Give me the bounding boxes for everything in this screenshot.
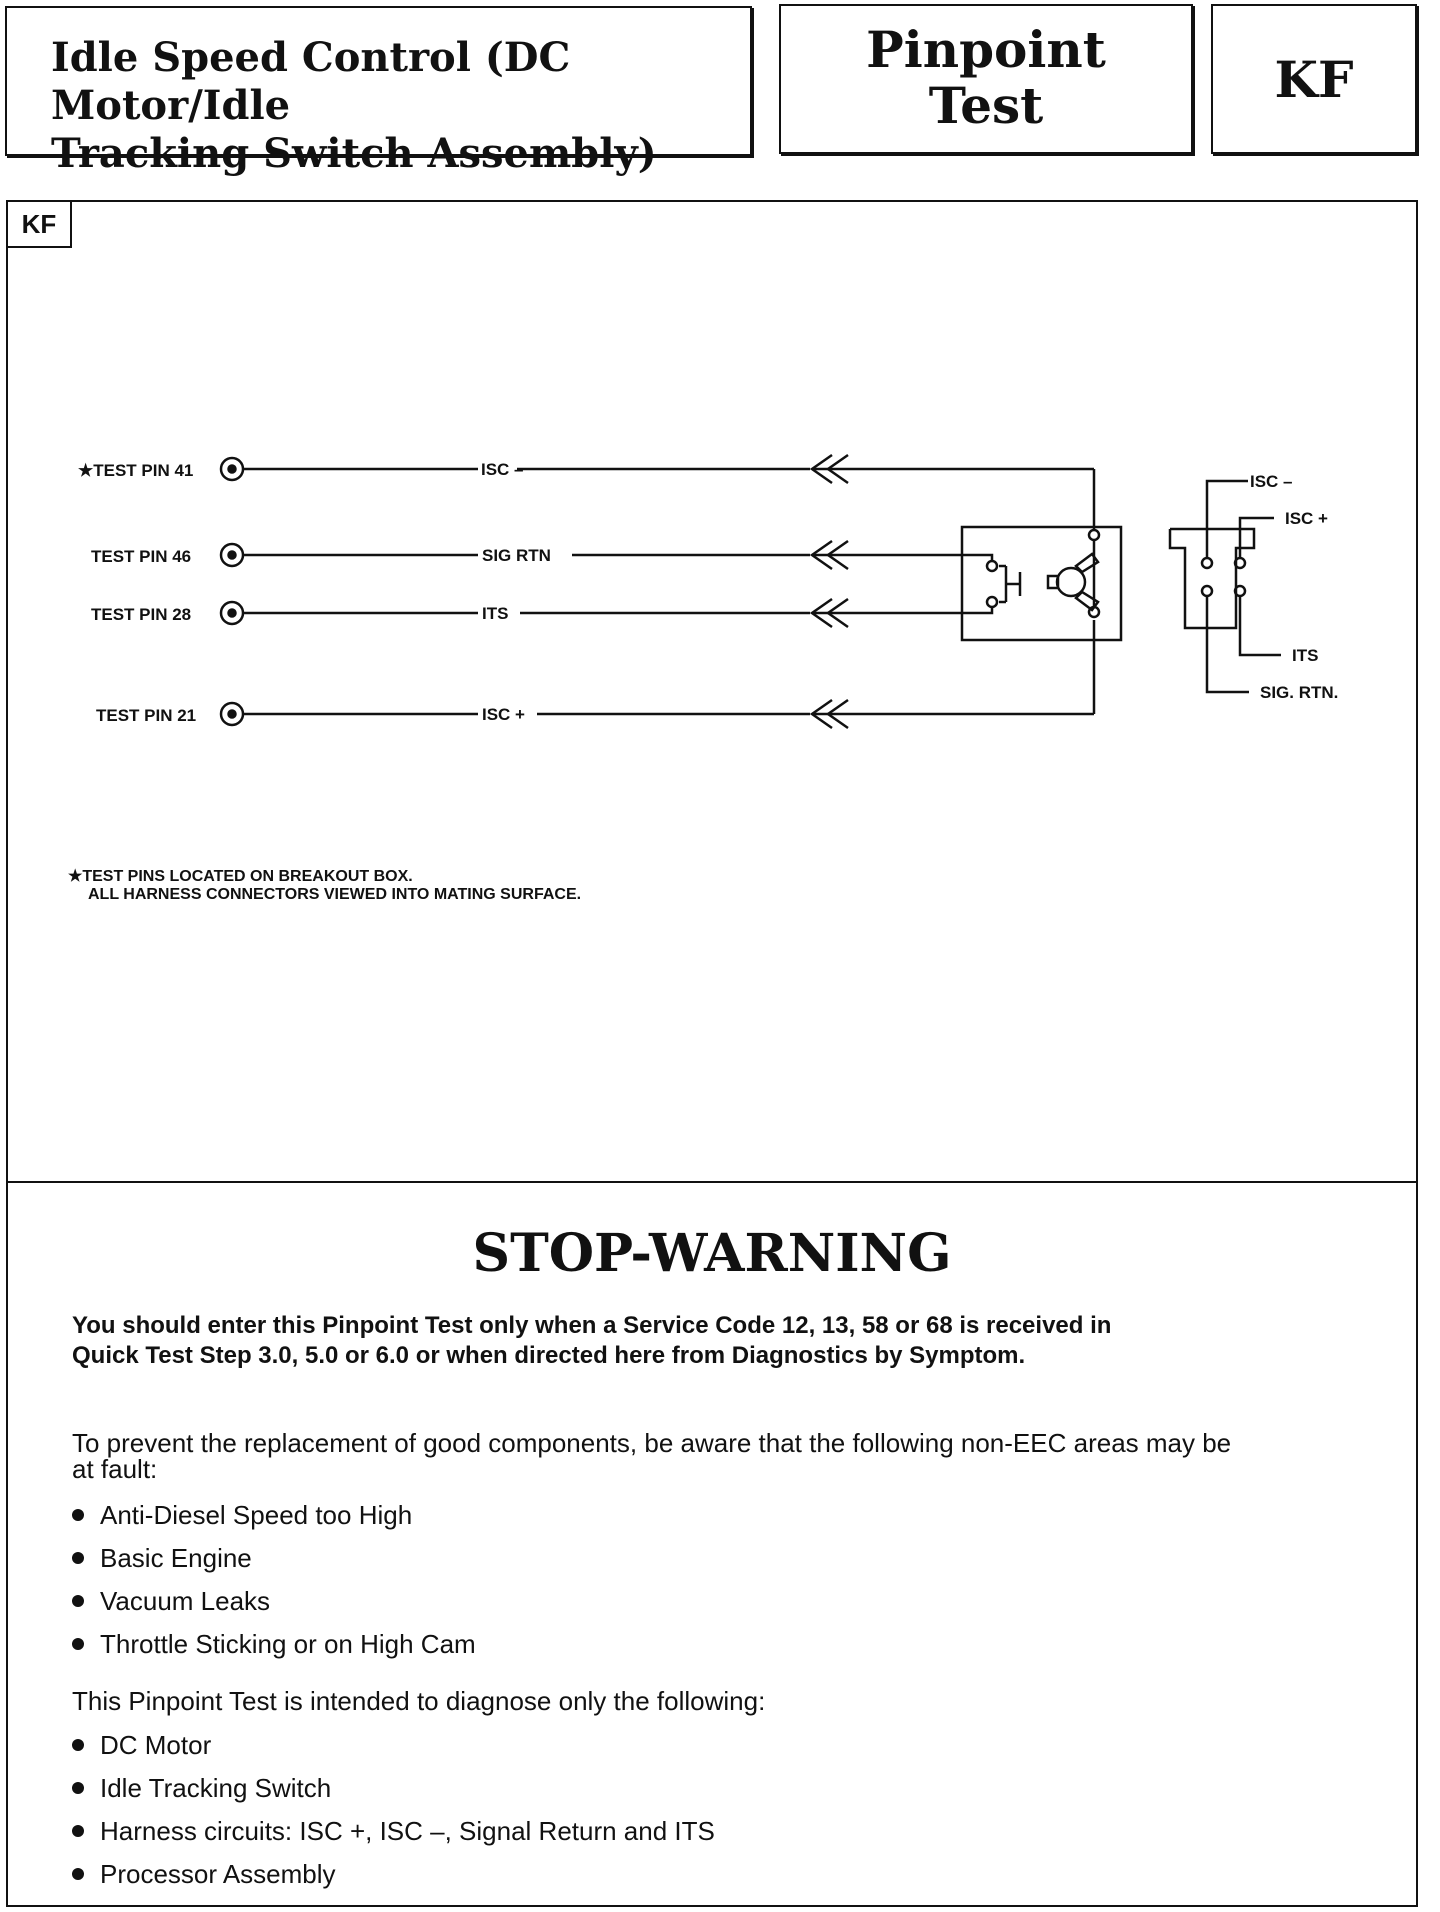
title-line-2: Tracking Switch Assembly) [51, 130, 657, 177]
bullet-icon [72, 1595, 84, 1607]
list-item: Basic Engine [72, 1543, 252, 1573]
list-item: Processor Assembly [72, 1859, 336, 1889]
isc-motor-assembly [962, 527, 1121, 640]
terminal-pin-28 [221, 602, 243, 624]
pin-label-41: ★TEST PIN 41 [78, 461, 194, 480]
wire-label-isc-plus: ISC + [482, 705, 525, 724]
warning-line-1: You should enter this Pinpoint Test only when a Service Code 12, 13, 58 or 68 is received in [72, 1312, 1112, 1339]
dc-motor-symbol [1048, 530, 1099, 617]
pin-label-28: TEST PIN 28 [91, 605, 192, 624]
list-item: Harness circuits: ISC +, ISC –, Signal Return and ITS [72, 1816, 715, 1846]
list-item: Vacuum Leaks [72, 1586, 270, 1616]
connector-label-sig-rtn: SIG. RTN. [1260, 683, 1339, 702]
bullet-icon [72, 1509, 84, 1521]
warning-title: STOP-WARNING [472, 1223, 952, 1284]
bullet-icon [72, 1868, 84, 1880]
list-item: Throttle Sticking or on High Cam [72, 1629, 476, 1659]
bullet-icon [72, 1638, 84, 1650]
bullet-icon [72, 1825, 84, 1837]
connector-label-isc-plus: ISC + [1285, 509, 1328, 528]
list-item: Anti-Diesel Speed too High [72, 1500, 412, 1530]
list-item: DC Motor [72, 1730, 211, 1760]
diagram-note-2: ALL HARNESS CONNECTORS VIEWED INTO MATING SURFACE. [88, 886, 582, 903]
harness-connector-face [1170, 481, 1281, 692]
pinpoint-line-2: Test [928, 76, 1044, 135]
bullet-icon [72, 1739, 84, 1751]
pinpoint-line-1: Pinpoint [866, 20, 1106, 79]
warning-line-2: Quick Test Step 3.0, 5.0 or 6.0 or when directed here from Diagnostics by Symptom. [72, 1342, 1026, 1369]
idle-tracking-switch-symbol [968, 555, 1020, 613]
terminal-pin-21 [221, 703, 243, 725]
connector-label-its: ITS [1292, 646, 1319, 665]
bullet-icon [72, 1552, 84, 1564]
prevent-line-2: at fault: [72, 1454, 158, 1484]
pin-label-46: TEST PIN 46 [91, 547, 192, 566]
panel-tag: KF [8, 202, 72, 248]
intended-text: This Pinpoint Test is intended to diagnose only the following: [72, 1686, 766, 1716]
terminal-pin-41 [221, 458, 243, 480]
wire-label-sig-rtn: SIG RTN [482, 546, 551, 565]
terminal-pin-46 [221, 544, 243, 566]
prevent-line-1: To prevent the replacement of good components, be aware that the following non-EEC areas may be [72, 1428, 1232, 1458]
bullet-icon [72, 1782, 84, 1794]
connector-label-isc-minus: ISC – [1250, 472, 1293, 491]
test-code: KF [1274, 50, 1354, 109]
title-line-1: Idle Speed Control (DC Motor/Idle [51, 34, 571, 129]
pin-label-21: TEST PIN 21 [96, 706, 197, 725]
diagram-note-1: ★TEST PINS LOCATED ON BREAKOUT BOX. [68, 868, 413, 885]
wire-label-isc-minus: ISC – [481, 460, 524, 479]
list-item: Idle Tracking Switch [72, 1773, 331, 1803]
section-divider [6, 1181, 1418, 1183]
wire-label-its: ITS [482, 604, 509, 623]
